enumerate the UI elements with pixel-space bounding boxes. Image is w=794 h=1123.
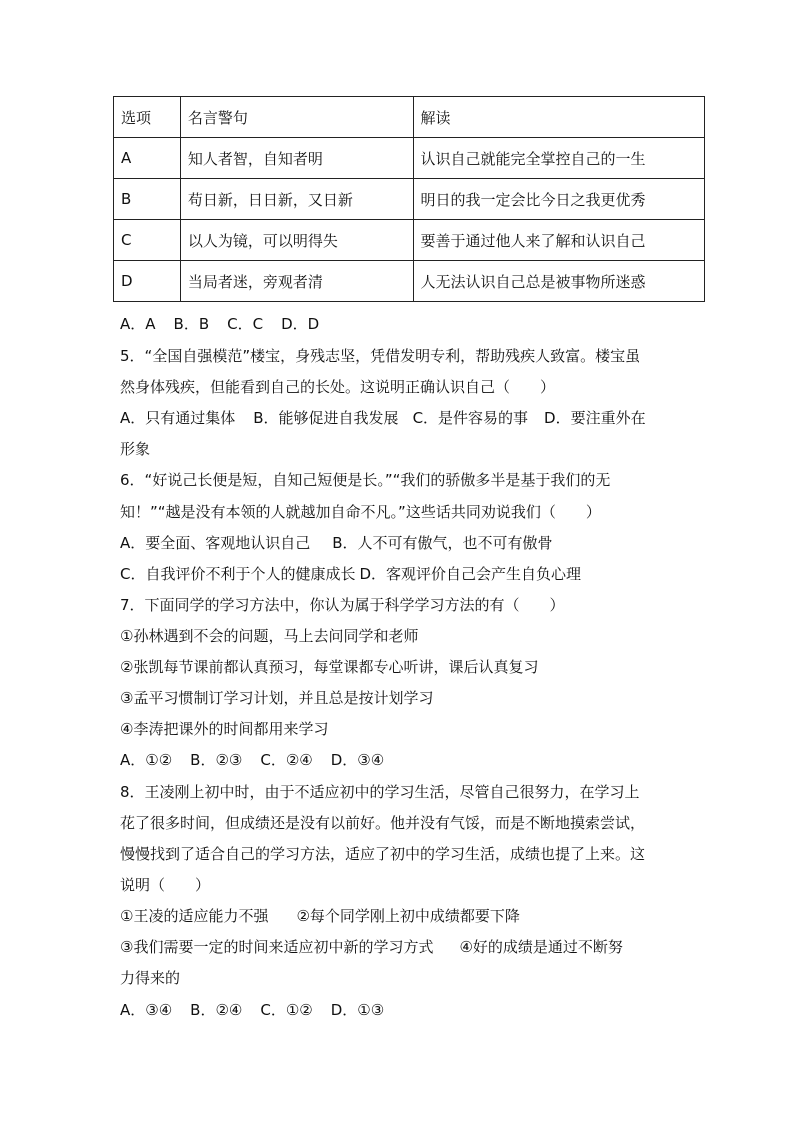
q7-item: ③孟平习惯制订学习计划，并且总是按计划学习 bbox=[120, 689, 434, 707]
table-header-cell: 选项 bbox=[114, 97, 181, 138]
q4-options bbox=[120, 314, 319, 334]
q7-item: ④李涛把课外的时间都用来学习 bbox=[120, 720, 329, 738]
option-c: C．C bbox=[227, 315, 264, 333]
option-d: D．①③ bbox=[330, 1001, 385, 1019]
q8-stem-line4: 说明（ ） bbox=[120, 876, 211, 894]
q6-stem-line1: 6．“好说己长便是短，自知己短便是长。”“我们的骄傲多半是基于我们的无 bbox=[120, 471, 611, 489]
table-cell: 知人者智，自知者明 bbox=[180, 138, 413, 179]
table-row bbox=[114, 261, 705, 302]
option-b: B．②③ bbox=[190, 751, 243, 769]
q7-stem: 7．下面同学的学习方法中，你认为属于科学学习方法的有（ ） bbox=[120, 596, 565, 614]
q5-stem-line2: 然身体残疾，但能看到自己的长处。这说明正确认识自己（ ） bbox=[120, 378, 556, 396]
q8-items-row2 bbox=[120, 937, 623, 957]
q6-options-row2 bbox=[120, 564, 581, 584]
option-c: C．自我评价不利于个人的健康成长 bbox=[120, 565, 356, 583]
table-cell: 苟日新，日日新，又日新 bbox=[180, 179, 413, 220]
q8-item: ②每个同学刚上初中成绩都要下降 bbox=[296, 907, 520, 925]
q7-options bbox=[120, 750, 384, 770]
q8-items-row1 bbox=[120, 906, 520, 926]
q8-stem-line1: 8．王凌刚上初中时，由于不适应初中的学习生活，尽管自己很努力，在学习上 bbox=[120, 783, 640, 801]
q8-stem-line2: 花了很多时间，但成绩还是没有以前好。他并没有气馁，而是不断地摸索尝试， bbox=[120, 814, 646, 832]
option-b: B．能够促进自我发展 bbox=[253, 409, 399, 427]
table-header-cell: 解读 bbox=[413, 97, 704, 138]
q8-options bbox=[120, 1000, 384, 1020]
option-c: C．①② bbox=[260, 1001, 313, 1019]
q8-stem-line3: 慢慢找到了适合自己的学习方法，适应了初中的学习生活，成绩也提了上来。这 bbox=[120, 845, 646, 863]
table-cell: 人无法认识自己总是被事物所迷惑 bbox=[413, 261, 704, 302]
q5-stem-line1: 5．“全国自强模范”楼宝，身残志坚，凭借发明专利，帮助残疾人致富。楼宝虽 bbox=[120, 347, 641, 365]
option-b: B．B bbox=[173, 315, 210, 333]
table-cell: 认识自己就能完全掌控自己的一生 bbox=[413, 138, 704, 179]
option-c: C．②④ bbox=[260, 751, 313, 769]
q6-stem-line2: 知！”“越是没有本领的人就越加自命不凡。”这些话共同劝说我们（ ） bbox=[120, 503, 601, 521]
table-row bbox=[114, 220, 705, 261]
option-d: D．③④ bbox=[330, 751, 385, 769]
option-a: A．③④ bbox=[120, 1001, 173, 1019]
q5-options bbox=[120, 408, 646, 428]
option-a: A．①② bbox=[120, 751, 173, 769]
table-cell: 明日的我一定会比今日之我更优秀 bbox=[413, 179, 704, 220]
table-row bbox=[114, 179, 705, 220]
table-row bbox=[114, 138, 705, 179]
q6-options-row1 bbox=[120, 533, 553, 553]
table-header-row bbox=[114, 97, 705, 138]
q7-item: ②张凯每节课前都认真预习，每堂课都专心听讲，课后认真复习 bbox=[120, 658, 539, 676]
table-cell: D bbox=[114, 261, 181, 302]
q7-item: ①孙林遇到不会的问题，马上去问同学和老师 bbox=[120, 627, 419, 645]
table-cell: A bbox=[114, 138, 181, 179]
q8-items-cont: 力得来的 bbox=[120, 969, 181, 987]
table-cell: B bbox=[114, 179, 181, 220]
option-c: C．是件容易的事 bbox=[412, 409, 529, 427]
option-a: A．只有通过集体 bbox=[120, 409, 236, 427]
q8-item: ③我们需要一定的时间来适应初中新的学习方式 bbox=[120, 938, 434, 956]
table-cell: 以人为镜，可以明得失 bbox=[180, 220, 413, 261]
option-d: D．D bbox=[281, 315, 320, 333]
table-header-cell: 名言警句 bbox=[180, 97, 413, 138]
quote-table bbox=[113, 96, 705, 302]
q5-options-cont: 形象 bbox=[120, 440, 151, 458]
table-cell: C bbox=[114, 220, 181, 261]
table-cell: 当局者迷，旁观者清 bbox=[180, 261, 413, 302]
option-d: D．客观评价自己会产生自负心理 bbox=[359, 565, 582, 583]
option-b: B．②④ bbox=[190, 1001, 243, 1019]
q8-item: ①王凌的适应能力不强 bbox=[120, 907, 269, 925]
option-a: A．要全面、客观地认识自己 bbox=[120, 534, 311, 552]
q8-item: ④好的成绩是通过不断努 bbox=[459, 938, 623, 956]
option-d: D．要注重外在 bbox=[544, 409, 646, 427]
option-b: B．人不可有傲气，也不可有傲骨 bbox=[332, 534, 553, 552]
table-cell: 要善于通过他人来了解和认识自己 bbox=[413, 220, 704, 261]
option-a: A．A bbox=[120, 315, 156, 333]
